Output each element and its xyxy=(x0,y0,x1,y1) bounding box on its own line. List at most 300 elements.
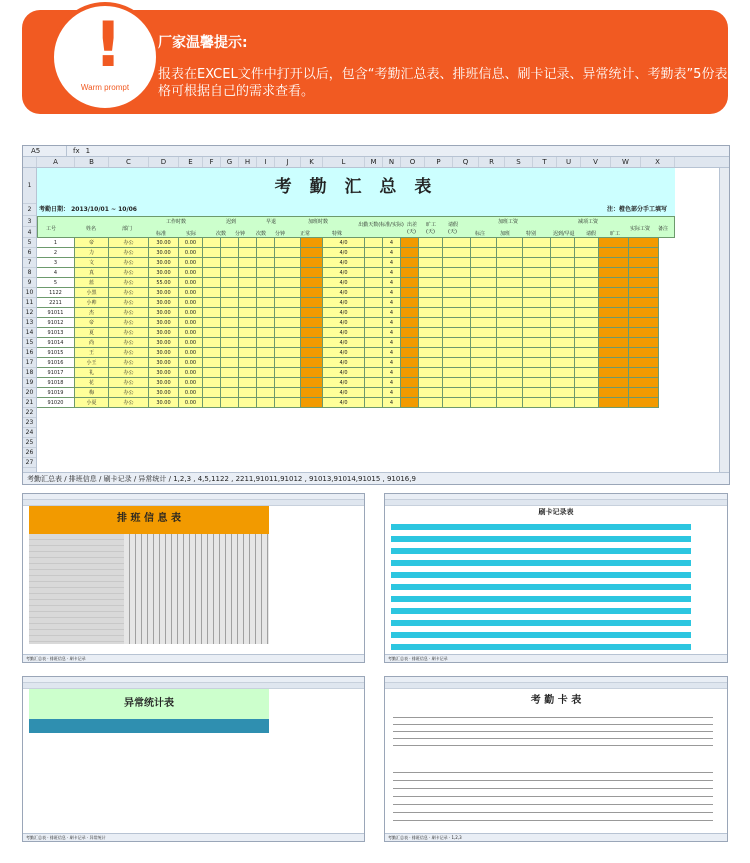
cell-empty[interactable] xyxy=(629,308,659,318)
table-row[interactable] xyxy=(37,248,675,258)
cell-empty[interactable] xyxy=(443,378,471,388)
cell-empty[interactable] xyxy=(575,238,599,248)
cell-empty[interactable] xyxy=(497,398,523,408)
cell-empty[interactable] xyxy=(301,358,323,368)
cell-empty[interactable] xyxy=(419,248,443,258)
cell-days[interactable]: 4/0 xyxy=(323,318,365,328)
cell-empty[interactable] xyxy=(275,238,301,248)
cell-empty[interactable] xyxy=(471,388,497,398)
cell-empty[interactable] xyxy=(275,278,301,288)
cell-empty[interactable] xyxy=(629,368,659,378)
cell-empty[interactable] xyxy=(523,308,551,318)
cell-empty[interactable] xyxy=(401,388,419,398)
cell-empty[interactable] xyxy=(551,348,575,358)
cell-empty[interactable] xyxy=(629,338,659,348)
cell-empty[interactable] xyxy=(365,338,383,348)
cell-empty[interactable] xyxy=(239,308,257,318)
cell-empty[interactable] xyxy=(203,298,221,308)
cell-empty[interactable] xyxy=(401,288,419,298)
cell-empty[interactable] xyxy=(523,298,551,308)
column-header-S[interactable]: S xyxy=(505,157,533,167)
cell-empty[interactable] xyxy=(275,288,301,298)
cell-name[interactable]: 小帅 xyxy=(75,298,109,308)
cell-empty[interactable] xyxy=(257,248,275,258)
cell-empty[interactable] xyxy=(575,288,599,298)
cell-name[interactable]: 礼 xyxy=(75,368,109,378)
card-sheet-thumb[interactable] xyxy=(384,676,728,842)
cell-empty[interactable] xyxy=(203,238,221,248)
cell-name[interactable]: 真 xyxy=(75,268,109,278)
cell-dept[interactable]: 办公 xyxy=(109,348,149,358)
cell-empty[interactable] xyxy=(401,358,419,368)
cell-empty[interactable] xyxy=(275,268,301,278)
cell-empty[interactable] xyxy=(629,258,659,268)
table-row[interactable] xyxy=(37,328,675,338)
cell-id[interactable]: 3 xyxy=(37,258,75,268)
column-header-M[interactable]: M xyxy=(365,157,383,167)
cell-empty[interactable] xyxy=(419,288,443,298)
cell-empty[interactable] xyxy=(365,318,383,328)
cell-act[interactable]: 0.00 xyxy=(179,378,203,388)
cell-empty[interactable] xyxy=(575,368,599,378)
cell-empty[interactable] xyxy=(471,278,497,288)
cell-std[interactable]: 30.00 xyxy=(149,308,179,318)
row-header[interactable]: 20 xyxy=(23,388,36,398)
row-header[interactable]: 17 xyxy=(23,358,36,368)
cell-empty[interactable] xyxy=(575,378,599,388)
column-header-V[interactable]: V xyxy=(581,157,611,167)
cell-name[interactable]: 花 xyxy=(75,378,109,388)
cell-empty[interactable] xyxy=(629,318,659,328)
cell-empty[interactable] xyxy=(239,338,257,348)
cell-std[interactable]: 55.00 xyxy=(149,278,179,288)
cell-days[interactable]: 4/0 xyxy=(323,288,365,298)
cell-dept[interactable]: 办公 xyxy=(109,298,149,308)
cell-empty[interactable] xyxy=(401,328,419,338)
cell-std[interactable]: 30.00 xyxy=(149,268,179,278)
column-header-J[interactable]: J xyxy=(275,157,301,167)
cell-empty[interactable] xyxy=(221,388,239,398)
cell-empty[interactable] xyxy=(203,368,221,378)
cell-empty[interactable] xyxy=(599,308,629,318)
cell-empty[interactable] xyxy=(551,298,575,308)
cell-id[interactable]: 91016 xyxy=(37,358,75,368)
cell-empty[interactable] xyxy=(443,288,471,298)
table-row[interactable] xyxy=(37,368,675,378)
cell-empty[interactable] xyxy=(443,318,471,328)
cell-empty[interactable] xyxy=(523,358,551,368)
cell-empty[interactable] xyxy=(629,288,659,298)
cell-dept[interactable]: 办公 xyxy=(109,248,149,258)
cell-empty[interactable] xyxy=(221,278,239,288)
cell-empty[interactable] xyxy=(551,268,575,278)
row-header[interactable]: 9 xyxy=(23,278,36,288)
cell-abs[interactable]: 4 xyxy=(383,358,401,368)
cell-dept[interactable]: 办公 xyxy=(109,288,149,298)
cell-empty[interactable] xyxy=(599,338,629,348)
cell-dept[interactable]: 办公 xyxy=(109,368,149,378)
cell-empty[interactable] xyxy=(443,248,471,258)
cell-empty[interactable] xyxy=(275,258,301,268)
cell-dept[interactable]: 办公 xyxy=(109,328,149,338)
cell-empty[interactable] xyxy=(365,398,383,408)
cell-empty[interactable] xyxy=(401,348,419,358)
cell-empty[interactable] xyxy=(629,278,659,288)
cell-empty[interactable] xyxy=(365,248,383,258)
cell-empty[interactable] xyxy=(575,308,599,318)
cell-days[interactable]: 4/0 xyxy=(323,358,365,368)
cell-name[interactable]: 力 xyxy=(75,248,109,258)
cell-abs[interactable]: 4 xyxy=(383,348,401,358)
cell-empty[interactable] xyxy=(599,388,629,398)
cell-empty[interactable] xyxy=(401,298,419,308)
data-grid[interactable] xyxy=(37,238,675,408)
cell-empty[interactable] xyxy=(203,278,221,288)
cell-empty[interactable] xyxy=(497,278,523,288)
cell-empty[interactable] xyxy=(365,388,383,398)
cell-dept[interactable]: 办公 xyxy=(109,278,149,288)
cell-empty[interactable] xyxy=(239,248,257,258)
cell-empty[interactable] xyxy=(551,248,575,258)
cell-empty[interactable] xyxy=(365,358,383,368)
cell-name[interactable]: 帝 xyxy=(75,238,109,248)
cell-empty[interactable] xyxy=(275,308,301,318)
cell-empty[interactable] xyxy=(401,308,419,318)
cell-empty[interactable] xyxy=(599,248,629,258)
cell-abs[interactable]: 4 xyxy=(383,258,401,268)
cell-empty[interactable] xyxy=(401,378,419,388)
schedule-sheet-thumb[interactable] xyxy=(22,493,365,663)
cell-empty[interactable] xyxy=(275,328,301,338)
cell-empty[interactable] xyxy=(257,308,275,318)
cell-empty[interactable] xyxy=(221,268,239,278)
cell-empty[interactable] xyxy=(365,268,383,278)
cell-empty[interactable] xyxy=(599,368,629,378)
name-box[interactable]: A5 xyxy=(23,146,67,156)
cell-act[interactable]: 0.00 xyxy=(179,248,203,258)
row-header[interactable]: 25 xyxy=(23,438,36,448)
cell-empty[interactable] xyxy=(401,268,419,278)
cell-empty[interactable] xyxy=(551,398,575,408)
cell-empty[interactable] xyxy=(471,338,497,348)
cell-empty[interactable] xyxy=(203,258,221,268)
cell-id[interactable]: 91012 xyxy=(37,318,75,328)
table-row[interactable] xyxy=(37,238,675,248)
cell-empty[interactable] xyxy=(599,238,629,248)
cell-id[interactable]: 4 xyxy=(37,268,75,278)
cell-std[interactable]: 30.00 xyxy=(149,248,179,258)
cell-empty[interactable] xyxy=(443,298,471,308)
cell-empty[interactable] xyxy=(497,288,523,298)
cell-empty[interactable] xyxy=(551,338,575,348)
cell-id[interactable]: 1 xyxy=(37,238,75,248)
cell-empty[interactable] xyxy=(523,348,551,358)
cell-empty[interactable] xyxy=(551,368,575,378)
cell-empty[interactable] xyxy=(599,328,629,338)
cell-empty[interactable] xyxy=(401,248,419,258)
cell-empty[interactable] xyxy=(221,358,239,368)
column-header-G[interactable]: G xyxy=(221,157,239,167)
cell-name[interactable]: 杰 xyxy=(75,308,109,318)
cell-empty[interactable] xyxy=(221,308,239,318)
cell-empty[interactable] xyxy=(301,398,323,408)
exception-sheet-thumb[interactable] xyxy=(22,676,365,842)
cell-empty[interactable] xyxy=(629,398,659,408)
column-header-X[interactable]: X xyxy=(641,157,675,167)
cell-empty[interactable] xyxy=(301,388,323,398)
cell-empty[interactable] xyxy=(401,278,419,288)
cell-empty[interactable] xyxy=(523,248,551,258)
cell-empty[interactable] xyxy=(203,398,221,408)
column-header-I[interactable]: I xyxy=(257,157,275,167)
row-header[interactable]: 12 xyxy=(23,308,36,318)
cell-empty[interactable] xyxy=(419,238,443,248)
cell-abs[interactable]: 4 xyxy=(383,308,401,318)
cell-id[interactable]: 91011 xyxy=(37,308,75,318)
cell-days[interactable]: 4/0 xyxy=(323,338,365,348)
row-header[interactable]: 15 xyxy=(23,338,36,348)
cell-empty[interactable] xyxy=(365,278,383,288)
cell-empty[interactable] xyxy=(575,268,599,278)
cell-act[interactable]: 0.00 xyxy=(179,358,203,368)
cell-empty[interactable] xyxy=(365,258,383,268)
row-header[interactable]: 23 xyxy=(23,418,36,428)
cell-empty[interactable] xyxy=(497,308,523,318)
cell-empty[interactable] xyxy=(523,398,551,408)
cell-empty[interactable] xyxy=(221,368,239,378)
cell-empty[interactable] xyxy=(497,338,523,348)
cell-empty[interactable] xyxy=(301,378,323,388)
table-row[interactable] xyxy=(37,348,675,358)
cell-empty[interactable] xyxy=(419,318,443,328)
cell-days[interactable]: 4/0 xyxy=(323,388,365,398)
cell-empty[interactable] xyxy=(471,318,497,328)
cell-name[interactable]: 帝 xyxy=(75,318,109,328)
cell-empty[interactable] xyxy=(419,348,443,358)
cell-empty[interactable] xyxy=(365,238,383,248)
cell-name[interactable]: 小黑 xyxy=(75,288,109,298)
cell-empty[interactable] xyxy=(301,298,323,308)
cell-act[interactable]: 0.00 xyxy=(179,318,203,328)
cell-empty[interactable] xyxy=(497,388,523,398)
cell-empty[interactable] xyxy=(523,378,551,388)
cell-empty[interactable] xyxy=(497,258,523,268)
cell-empty[interactable] xyxy=(301,308,323,318)
cell-empty[interactable] xyxy=(523,388,551,398)
cell-empty[interactable] xyxy=(275,298,301,308)
cell-empty[interactable] xyxy=(239,238,257,248)
cell-empty[interactable] xyxy=(629,358,659,368)
cell-empty[interactable] xyxy=(275,398,301,408)
table-row[interactable] xyxy=(37,398,675,408)
cell-empty[interactable] xyxy=(401,368,419,378)
cell-empty[interactable] xyxy=(365,288,383,298)
cell-abs[interactable]: 4 xyxy=(383,398,401,408)
cell-empty[interactable] xyxy=(257,298,275,308)
cell-empty[interactable] xyxy=(523,238,551,248)
cell-empty[interactable] xyxy=(523,288,551,298)
cell-empty[interactable] xyxy=(221,398,239,408)
cell-empty[interactable] xyxy=(523,258,551,268)
cell-empty[interactable] xyxy=(419,258,443,268)
cell-empty[interactable] xyxy=(301,348,323,358)
row-header[interactable]: 5 xyxy=(23,238,36,248)
cell-empty[interactable] xyxy=(221,298,239,308)
cell-empty[interactable] xyxy=(275,318,301,328)
cell-empty[interactable] xyxy=(301,268,323,278)
cell-id[interactable]: 2 xyxy=(37,248,75,258)
swipe-tabs[interactable]: 考勤汇总表 · 排班信息 · 刷卡记录 xyxy=(385,654,727,662)
cell-empty[interactable] xyxy=(239,258,257,268)
cell-empty[interactable] xyxy=(275,348,301,358)
cell-days[interactable]: 4/0 xyxy=(323,308,365,318)
cell-days[interactable]: 4/0 xyxy=(323,278,365,288)
cell-act[interactable]: 0.00 xyxy=(179,328,203,338)
cell-empty[interactable] xyxy=(257,348,275,358)
column-header-W[interactable]: W xyxy=(611,157,641,167)
cell-std[interactable]: 30.00 xyxy=(149,318,179,328)
cell-empty[interactable] xyxy=(203,328,221,338)
cell-act[interactable]: 0.00 xyxy=(179,258,203,268)
cell-empty[interactable] xyxy=(471,358,497,368)
table-row[interactable] xyxy=(37,278,675,288)
cell-empty[interactable] xyxy=(203,318,221,328)
column-header-B[interactable]: B xyxy=(75,157,109,167)
cell-empty[interactable] xyxy=(239,288,257,298)
cell-empty[interactable] xyxy=(239,328,257,338)
cell-empty[interactable] xyxy=(301,368,323,378)
cell-abs[interactable]: 4 xyxy=(383,298,401,308)
cell-std[interactable]: 30.00 xyxy=(149,368,179,378)
cell-empty[interactable] xyxy=(629,388,659,398)
row-header[interactable]: 21 xyxy=(23,398,36,408)
schedule-tabs[interactable]: 考勤汇总表 · 排班信息 · 刷卡记录 xyxy=(23,654,364,662)
cell-std[interactable]: 30.00 xyxy=(149,238,179,248)
cell-empty[interactable] xyxy=(551,318,575,328)
cell-act[interactable]: 0.00 xyxy=(179,398,203,408)
cell-abs[interactable]: 4 xyxy=(383,378,401,388)
cell-empty[interactable] xyxy=(551,378,575,388)
cell-empty[interactable] xyxy=(365,308,383,318)
table-row[interactable] xyxy=(37,288,675,298)
cell-empty[interactable] xyxy=(239,318,257,328)
table-row[interactable] xyxy=(37,308,675,318)
cell-empty[interactable] xyxy=(419,328,443,338)
table-row[interactable] xyxy=(37,268,675,278)
cell-std[interactable]: 30.00 xyxy=(149,388,179,398)
row-header[interactable]: 8 xyxy=(23,268,36,278)
cell-empty[interactable] xyxy=(471,308,497,318)
cell-empty[interactable] xyxy=(575,248,599,258)
cell-empty[interactable] xyxy=(419,278,443,288)
row-header[interactable]: 27 xyxy=(23,458,36,468)
cell-empty[interactable] xyxy=(471,268,497,278)
cell-act[interactable]: 0.00 xyxy=(179,308,203,318)
cell-days[interactable]: 4/0 xyxy=(323,248,365,258)
cell-empty[interactable] xyxy=(221,318,239,328)
cell-empty[interactable] xyxy=(301,328,323,338)
swipe-sheet-thumb[interactable] xyxy=(384,493,728,663)
cell-empty[interactable] xyxy=(221,328,239,338)
row-header[interactable]: 1 xyxy=(23,168,36,204)
cell-empty[interactable] xyxy=(471,368,497,378)
row-header[interactable]: 14 xyxy=(23,328,36,338)
cell-empty[interactable] xyxy=(575,338,599,348)
cell-empty[interactable] xyxy=(221,258,239,268)
cell-empty[interactable] xyxy=(203,388,221,398)
column-header-K[interactable]: K xyxy=(301,157,323,167)
cell-empty[interactable] xyxy=(203,378,221,388)
cell-empty[interactable] xyxy=(575,258,599,268)
cell-empty[interactable] xyxy=(203,348,221,358)
cell-empty[interactable] xyxy=(575,358,599,368)
cell-empty[interactable] xyxy=(239,348,257,358)
cell-empty[interactable] xyxy=(551,328,575,338)
cell-empty[interactable] xyxy=(365,348,383,358)
cell-empty[interactable] xyxy=(551,358,575,368)
cell-name[interactable]: 梅 xyxy=(75,388,109,398)
cell-act[interactable]: 0.00 xyxy=(179,278,203,288)
exception-tabs[interactable]: 考勤汇总表 · 排班信息 · 刷卡记录 · 异常统计 xyxy=(23,833,364,841)
row-header[interactable]: 22 xyxy=(23,408,36,418)
cell-empty[interactable] xyxy=(257,398,275,408)
cell-id[interactable]: 2211 xyxy=(37,298,75,308)
cell-empty[interactable] xyxy=(523,268,551,278)
cell-empty[interactable] xyxy=(575,348,599,358)
row-header[interactable]: 7 xyxy=(23,258,36,268)
column-header-C[interactable]: C xyxy=(109,157,149,167)
cell-empty[interactable] xyxy=(629,378,659,388)
cell-abs[interactable]: 4 xyxy=(383,368,401,378)
cell-std[interactable]: 30.00 xyxy=(149,358,179,368)
cell-abs[interactable]: 4 xyxy=(383,338,401,348)
row-header[interactable]: 26 xyxy=(23,448,36,458)
cell-empty[interactable] xyxy=(203,308,221,318)
cell-id[interactable]: 91019 xyxy=(37,388,75,398)
cell-empty[interactable] xyxy=(497,268,523,278)
cell-empty[interactable] xyxy=(221,248,239,258)
cell-dept[interactable]: 办公 xyxy=(109,308,149,318)
cell-empty[interactable] xyxy=(497,298,523,308)
cell-empty[interactable] xyxy=(257,328,275,338)
cell-dept[interactable]: 办公 xyxy=(109,378,149,388)
cell-empty[interactable] xyxy=(221,238,239,248)
cell-empty[interactable] xyxy=(275,358,301,368)
cell-empty[interactable] xyxy=(443,238,471,248)
cell-empty[interactable] xyxy=(523,328,551,338)
row-header[interactable]: 11 xyxy=(23,298,36,308)
cell-empty[interactable] xyxy=(275,248,301,258)
cell-empty[interactable] xyxy=(419,388,443,398)
column-header-E[interactable]: E xyxy=(179,157,203,167)
cell-name[interactable]: 小王 xyxy=(75,358,109,368)
cell-dept[interactable]: 办公 xyxy=(109,318,149,328)
column-header-P[interactable]: P xyxy=(425,157,453,167)
sheet-tabs[interactable]: 考勤汇总表 / 排班信息 / 刷卡记录 / 异常统计 / 1,2,3 , 4,5,1122 , 2211,91011,91012 , 91013,91014,91015 , 91016,9 xyxy=(23,472,729,484)
cell-empty[interactable] xyxy=(301,288,323,298)
cell-std[interactable]: 30.00 xyxy=(149,398,179,408)
cell-name[interactable]: 文 xyxy=(75,258,109,268)
cell-empty[interactable] xyxy=(497,318,523,328)
cell-empty[interactable] xyxy=(599,258,629,268)
cell-empty[interactable] xyxy=(523,278,551,288)
cell-empty[interactable] xyxy=(599,268,629,278)
cell-empty[interactable] xyxy=(629,328,659,338)
cell-empty[interactable] xyxy=(497,328,523,338)
table-row[interactable] xyxy=(37,378,675,388)
cell-name[interactable]: 王 xyxy=(75,348,109,358)
cell-empty[interactable] xyxy=(257,238,275,248)
